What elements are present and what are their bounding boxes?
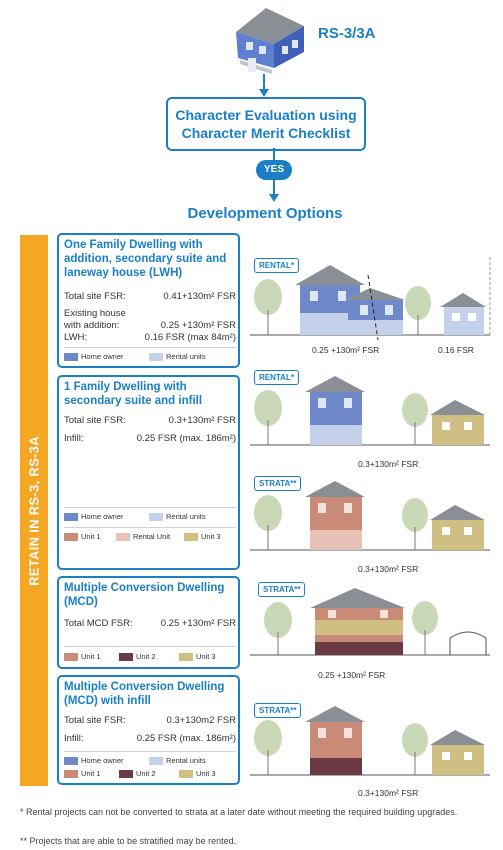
- yes-badge: YES: [256, 160, 292, 180]
- tenure-tag: RENTAL*: [254, 258, 299, 273]
- fsr-key: Infill:: [64, 433, 84, 444]
- legend-item: Unit 1: [64, 532, 101, 541]
- fsr-row: [64, 618, 236, 630]
- legend: [64, 512, 236, 524]
- evaluation-line-2: Character Merit Checklist: [181, 125, 351, 141]
- fsr-value: 0.41+130m² FSR: [163, 291, 236, 302]
- legend-item: Unit 3: [179, 769, 216, 778]
- legend: [64, 769, 236, 781]
- fsr-key: Total MCD FSR:: [64, 618, 133, 629]
- option-card-infill: [57, 375, 240, 570]
- house-icon: [226, 4, 318, 76]
- legend: [64, 352, 236, 364]
- fsr-key: Total site FSR:: [64, 715, 126, 726]
- zone-label: RS-3/3A: [318, 25, 376, 42]
- development-options-heading: Development Options: [187, 205, 343, 222]
- legend-item: Rental units: [149, 512, 206, 521]
- fsr-row: [64, 332, 236, 344]
- tenure-tag: STRATA**: [254, 703, 301, 718]
- tenure-tag: RENTAL*: [254, 370, 299, 385]
- legend: [64, 532, 236, 544]
- legend-item: Home owner: [64, 512, 124, 521]
- option-card-lwh: [57, 233, 240, 368]
- legend-item: Rental units: [149, 756, 206, 765]
- tenure-tag: STRATA**: [258, 582, 305, 597]
- legend-item: Rental units: [149, 352, 206, 361]
- fsr-label: 0.25 +130m² FSR: [318, 670, 386, 680]
- fsr-row: [64, 733, 236, 745]
- legend-item: Unit 2: [119, 769, 156, 778]
- legend-item: Unit 2: [119, 652, 156, 661]
- fsr-key: Existing house: [64, 308, 126, 319]
- fsr-value: 0.3+130m² FSR: [168, 415, 236, 426]
- footnote-strata: ** Projects that are able to be stratified may be rented.: [20, 836, 237, 846]
- option-title: 1 Family Dwelling with secondary suite and infill: [64, 381, 203, 407]
- fsr-value: 0.25 FSR (max. 186m²): [136, 433, 236, 444]
- fsr-row: [64, 415, 236, 427]
- legend: [64, 756, 236, 768]
- fsr-row: [64, 291, 236, 303]
- flow-arrow: [258, 74, 270, 98]
- option-title: Multiple Conversion Dwelling (MCD) with infill: [64, 681, 225, 707]
- legend-item: Rental Unit: [116, 532, 170, 541]
- fsr-row: [64, 308, 236, 320]
- legend-item: Home owner: [64, 756, 124, 765]
- legend-item: Unit 3: [184, 532, 221, 541]
- fsr-row: [64, 320, 236, 332]
- fsr-row: [64, 715, 236, 727]
- fsr-value: 0.16 FSR (max 84m²): [144, 332, 236, 343]
- fsr-value: 0.25 FSR (max. 186m²): [136, 733, 236, 744]
- fsr-label: 0.25 +130m² FSR: [312, 345, 380, 355]
- fsr-key: Total site FSR:: [64, 291, 126, 302]
- fsr-row: [64, 433, 236, 445]
- legend-item: Unit 3: [179, 652, 216, 661]
- evaluation-line-1: Character Evaluation using: [175, 107, 357, 123]
- legend-item: Unit 1: [64, 769, 101, 778]
- option-title: One Family Dwelling with addition, secondary suite and laneway house (LWH): [64, 239, 227, 279]
- footnote-rental: * Rental projects can not be converted to strata at a later date without meeting the required building upgrades.: [20, 807, 458, 817]
- fsr-value: 0.25 +130m² FSR: [160, 618, 236, 629]
- retain-sidebar: [20, 235, 48, 786]
- fsr-key: Total site FSR:: [64, 415, 126, 426]
- fsr-label: 0.3+130m² FSR: [358, 459, 419, 469]
- fsr-key: LWH:: [64, 332, 88, 343]
- option-card-mcd: [57, 576, 240, 669]
- flow-arrow: [268, 180, 280, 204]
- option-card-mcd-infill: [57, 675, 240, 785]
- sidebar-label: RETAIN IN RS-3, RS-3A: [26, 435, 42, 586]
- fsr-label: 0.16 FSR: [438, 345, 474, 355]
- tenure-tag: STRATA**: [254, 476, 301, 491]
- character-evaluation-box: [166, 97, 366, 151]
- legend-item: Unit 1: [64, 652, 101, 661]
- option-title: Multiple Conversion Dwelling (MCD): [64, 582, 225, 608]
- legend-item: Home owner: [64, 352, 124, 361]
- fsr-label: 0.3+130m² FSR: [358, 788, 419, 798]
- fsr-label: 0.3+130m² FSR: [358, 564, 419, 574]
- fsr-value: 0.25 +130m² FSR: [160, 320, 236, 331]
- legend: [64, 652, 236, 664]
- fsr-key: with addition:: [64, 320, 120, 331]
- fsr-value: 0.3+130m2 FSR: [166, 715, 236, 726]
- fsr-key: Infill:: [64, 733, 84, 744]
